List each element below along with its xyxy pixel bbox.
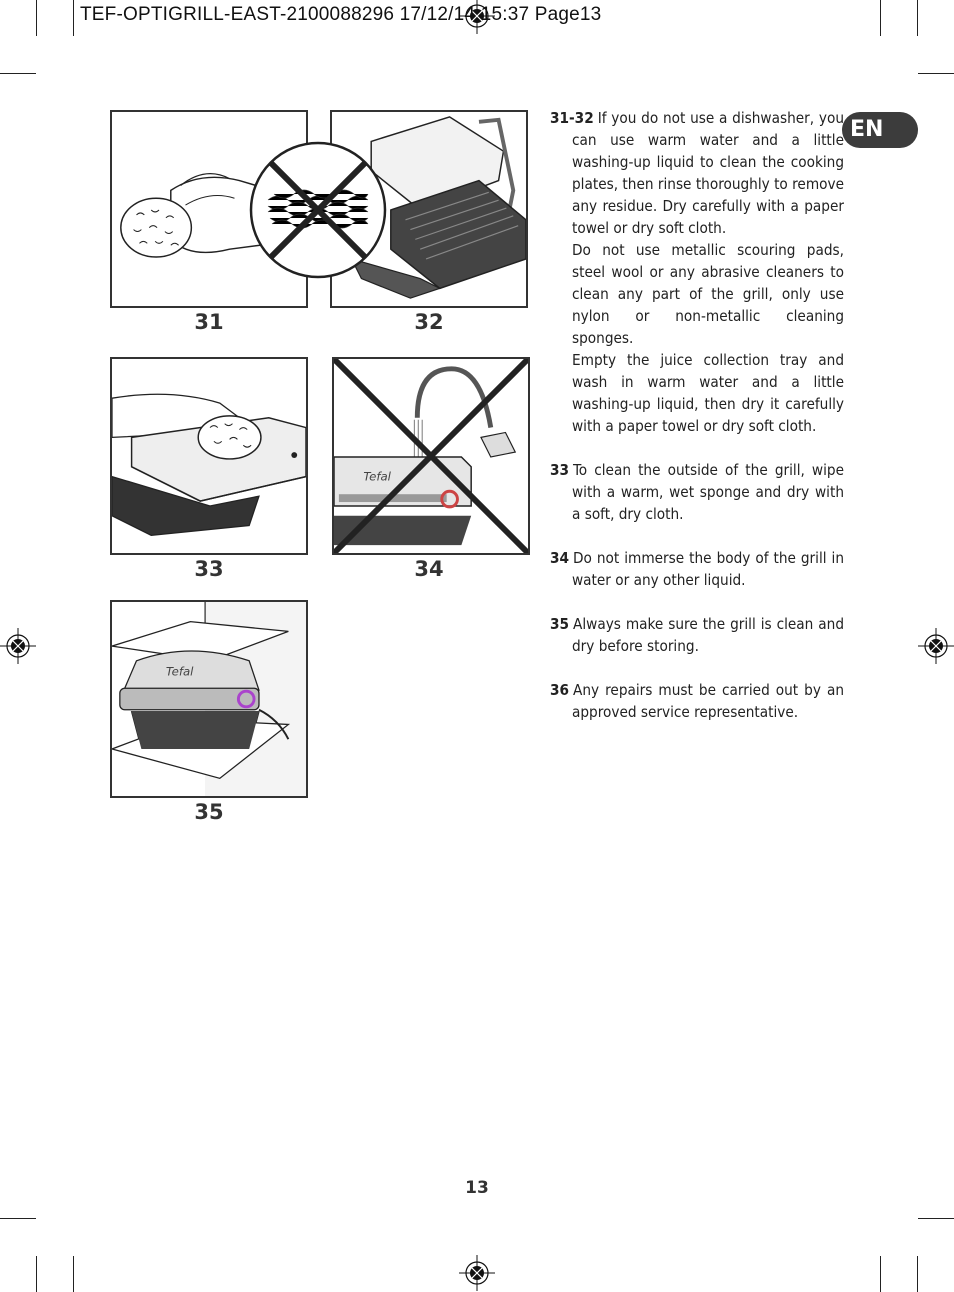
prohibited-scouring-pad-icon: [248, 140, 388, 280]
instruction-text: Empty the juice collection tray and wash in warm water and a little washing-up liquid, then dry it carefully with a paper towel or dry soft cloth.: [572, 351, 844, 435]
crop-mark: [917, 1256, 918, 1292]
crop-mark: [0, 73, 36, 74]
figure-32-number: 32: [414, 310, 444, 334]
instruction-35: [550, 613, 844, 657]
figure-35: [110, 600, 308, 798]
crop-mark: [73, 1256, 74, 1292]
instruction-label: 31-32: [550, 109, 594, 127]
figure-34: [332, 357, 530, 555]
instruction-text: Always make sure the grill is clean and dry before storing.: [572, 615, 844, 655]
figure-35-number: 35: [194, 800, 224, 824]
instruction-label: 33: [550, 461, 570, 479]
print-slug: TEF-OPTIGRILL-EAST-2100088296 17/12/14 15:37 Page13: [80, 4, 602, 25]
brand-logo: Tefal: [363, 469, 391, 484]
instruction-31-32: [550, 107, 844, 437]
figure-33: [110, 357, 308, 555]
crop-mark: [36, 1256, 37, 1292]
registration-mark-icon: [0, 628, 36, 664]
crop-mark: [880, 0, 881, 36]
registration-mark-icon: [459, 1255, 495, 1291]
crop-mark: [880, 1256, 881, 1292]
instruction-text: Do not use metallic scouring pads, steel wool or any abrasive cleaners to clean any part of the grill, only use nylon or non-metallic cleaning sponges.: [572, 241, 844, 347]
instruction-text: If you do not use a dishwasher, you can use warm water and a little washing-up liquid to clean the cooking plates, then rinse thoroughly to remove any residue. Dry carefully with a paper towel or dry soft cloth.: [572, 109, 844, 237]
instruction-text: Any repairs must be carried out by an approved service representative.: [572, 681, 844, 721]
page-number: 13: [465, 1178, 489, 1198]
instruction-34: [550, 547, 844, 591]
crop-mark: [918, 73, 954, 74]
instructions-column: [550, 107, 844, 745]
instruction-33: [550, 459, 844, 525]
figure-34-number: 34: [414, 557, 444, 581]
crop-mark: [917, 0, 918, 36]
instruction-label: 36: [550, 681, 570, 699]
instruction-text: To clean the outside of the grill, wipe with a warm, wet sponge and dry with a soft, dry cloth.: [572, 461, 844, 523]
instruction-36: [550, 679, 844, 723]
crop-mark: [918, 1218, 954, 1219]
crop-mark: [36, 0, 37, 36]
registration-mark-icon: [918, 628, 954, 664]
crop-mark: [0, 1218, 36, 1219]
figure-33-number: 33: [194, 557, 224, 581]
brand-logo: Tefal: [165, 664, 194, 679]
crop-mark: [73, 0, 74, 36]
figure-31-number: 31: [194, 310, 224, 334]
instruction-label: 35: [550, 615, 570, 633]
language-tab: EN: [842, 112, 918, 148]
instruction-text: Do not immerse the body of the grill in water or any other liquid.: [572, 549, 844, 589]
instruction-label: 34: [550, 549, 570, 567]
